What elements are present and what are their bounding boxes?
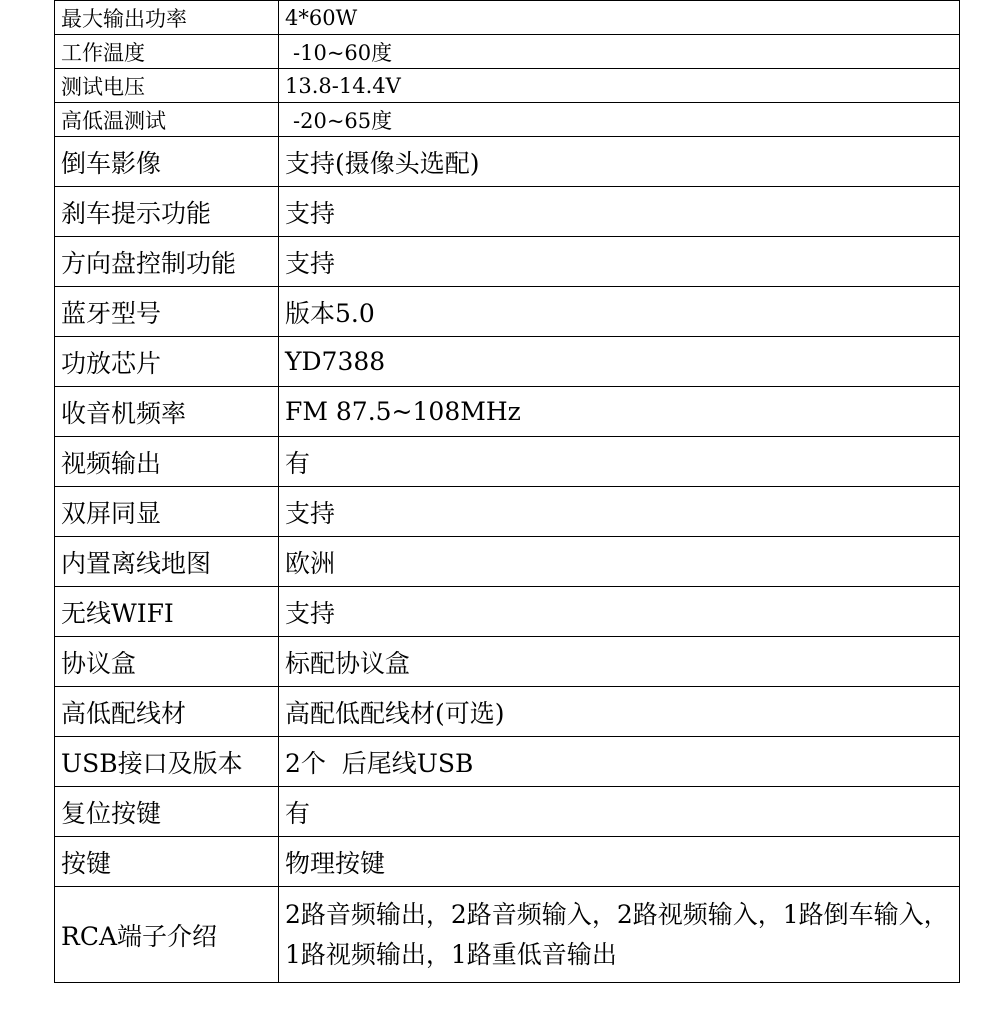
spec-value: 4*60W bbox=[279, 1, 960, 35]
table-row bbox=[55, 737, 960, 787]
table-row bbox=[55, 487, 960, 537]
table-row bbox=[55, 537, 960, 587]
spec-value: 2路音频输出，2路音频输入，2路视频输入，1路倒车输入，1路视频输出，1路重低音输出 bbox=[279, 887, 960, 983]
spec-table bbox=[54, 0, 960, 983]
spec-value: 欧洲 bbox=[279, 537, 960, 587]
table-row bbox=[55, 287, 960, 337]
spec-value: 支持 bbox=[279, 487, 960, 537]
table-row bbox=[55, 69, 960, 103]
spec-label: 双屏同显 bbox=[55, 487, 279, 537]
table-row bbox=[55, 387, 960, 437]
table-row bbox=[55, 237, 960, 287]
table-row bbox=[55, 837, 960, 887]
spec-label: 方向盘控制功能 bbox=[55, 237, 279, 287]
spec-value: 物理按键 bbox=[279, 837, 960, 887]
spec-label: 内置离线地图 bbox=[55, 537, 279, 587]
table-row bbox=[55, 187, 960, 237]
table-row bbox=[55, 687, 960, 737]
spec-value: 支持 bbox=[279, 587, 960, 637]
spec-label: 最大输出功率 bbox=[55, 1, 279, 35]
spec-label: 倒车影像 bbox=[55, 137, 279, 187]
spec-value: -10~60度 bbox=[279, 35, 960, 69]
table-row bbox=[55, 103, 960, 137]
spec-label: 按键 bbox=[55, 837, 279, 887]
spec-label: 无线WIFI bbox=[55, 587, 279, 637]
table-row bbox=[55, 337, 960, 387]
spec-label: RCA端子介绍 bbox=[55, 887, 279, 983]
spec-value: 标配协议盒 bbox=[279, 637, 960, 687]
spec-label: 复位按键 bbox=[55, 787, 279, 837]
spec-value: 版本5.0 bbox=[279, 287, 960, 337]
spec-value: YD7388 bbox=[279, 337, 960, 387]
table-row bbox=[55, 887, 960, 983]
spec-label: 视频输出 bbox=[55, 437, 279, 487]
spec-value: 高配低配线材(可选) bbox=[279, 687, 960, 737]
spec-value: 支持 bbox=[279, 187, 960, 237]
spec-value: 有 bbox=[279, 787, 960, 837]
table-row bbox=[55, 787, 960, 837]
spec-label: USB接口及版本 bbox=[55, 737, 279, 787]
table-row bbox=[55, 1, 960, 35]
spec-label: 高低配线材 bbox=[55, 687, 279, 737]
spec-label: 测试电压 bbox=[55, 69, 279, 103]
spec-label: 刹车提示功能 bbox=[55, 187, 279, 237]
spec-value: 支持(摄像头选配) bbox=[279, 137, 960, 187]
table-row bbox=[55, 35, 960, 69]
table-row bbox=[55, 637, 960, 687]
table-row bbox=[55, 137, 960, 187]
spec-value: 支持 bbox=[279, 237, 960, 287]
spec-value: 有 bbox=[279, 437, 960, 487]
spec-value: 2个 后尾线USB bbox=[279, 737, 960, 787]
spec-label: 蓝牙型号 bbox=[55, 287, 279, 337]
table-row bbox=[55, 437, 960, 487]
table-row bbox=[55, 587, 960, 637]
spec-value: 13.8-14.4V bbox=[279, 69, 960, 103]
spec-label: 工作温度 bbox=[55, 35, 279, 69]
spec-label: 功放芯片 bbox=[55, 337, 279, 387]
spec-value: FM 87.5~108MHz bbox=[279, 387, 960, 437]
spec-label: 协议盒 bbox=[55, 637, 279, 687]
spec-label: 高低温测试 bbox=[55, 103, 279, 137]
spec-value: -20~65度 bbox=[279, 103, 960, 137]
spec-label: 收音机频率 bbox=[55, 387, 279, 437]
